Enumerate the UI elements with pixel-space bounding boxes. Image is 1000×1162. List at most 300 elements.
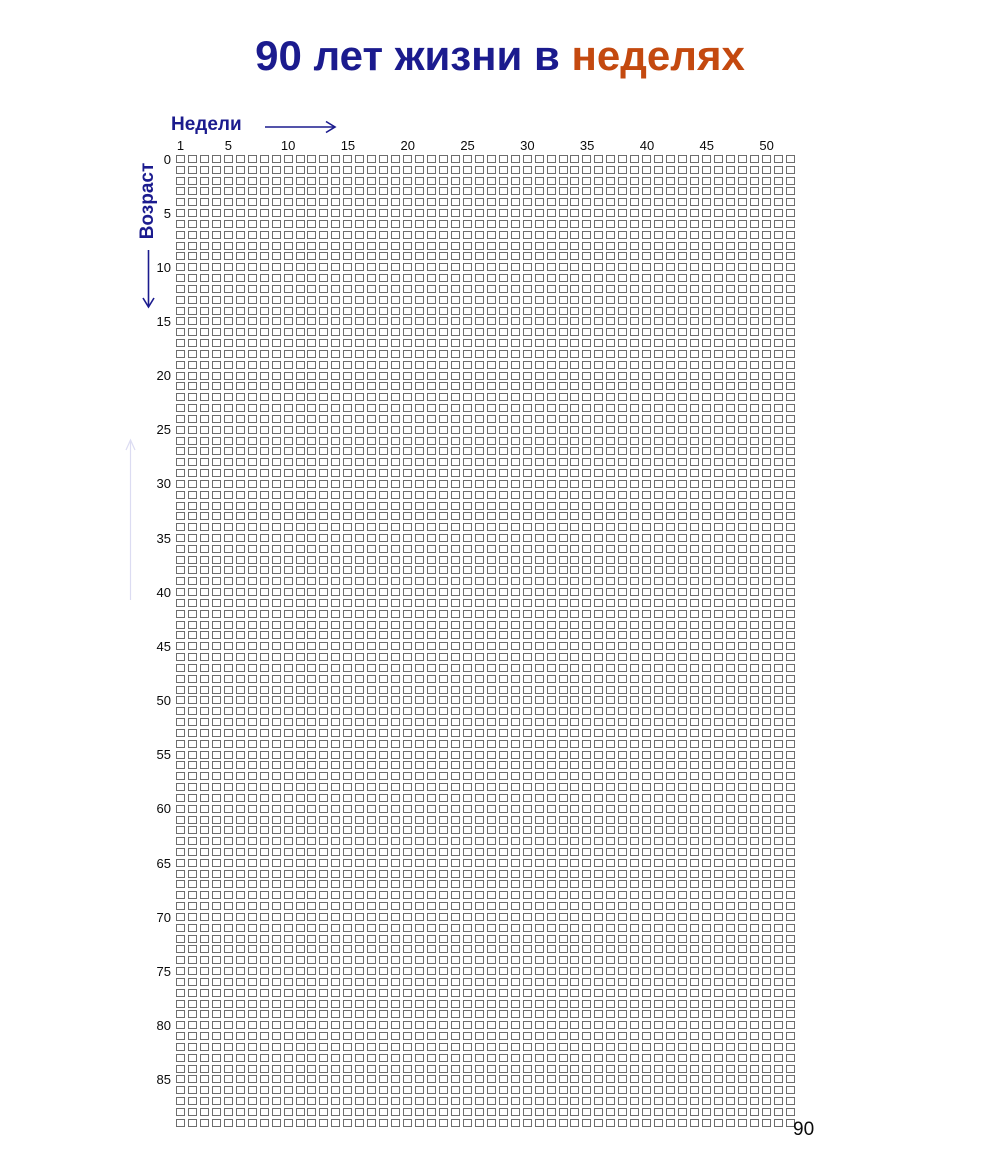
week-cell: [367, 740, 376, 748]
week-cell: [690, 307, 699, 315]
week-cell: [570, 1054, 579, 1062]
week-cell: [260, 913, 269, 921]
week-cell: [547, 1065, 556, 1073]
week-cell: [403, 859, 412, 867]
week-cell: [570, 740, 579, 748]
week-cell: [284, 837, 293, 845]
week-cell: [331, 274, 340, 282]
week-cell: [307, 361, 316, 369]
week-cell: [738, 989, 747, 997]
week-cell: [403, 242, 412, 250]
week-cell: [224, 1032, 233, 1040]
week-cell: [355, 458, 364, 466]
week-cell: [284, 523, 293, 531]
week-cell: [355, 166, 364, 174]
week-cell: [594, 1119, 603, 1127]
week-cell: [726, 198, 735, 206]
week-cell: [272, 469, 281, 477]
week-cell: [248, 415, 257, 423]
week-cell: [523, 231, 532, 239]
week-cell: [726, 502, 735, 510]
week-cell: [714, 393, 723, 401]
week-cell: [248, 512, 257, 520]
week-cell: [284, 1021, 293, 1029]
week-cell: [499, 426, 508, 434]
week-cell: [738, 816, 747, 824]
week-cell: [307, 729, 316, 737]
week-cell: [559, 978, 568, 986]
week-cell: [451, 317, 460, 325]
week-cell: [559, 317, 568, 325]
week-cell: [260, 339, 269, 347]
week-cell: [475, 1086, 484, 1094]
week-cell: [176, 523, 185, 531]
week-cell: [750, 664, 759, 672]
week-cell: [355, 209, 364, 217]
week-cell: [702, 382, 711, 390]
week-cell: [415, 458, 424, 466]
week-cell: [738, 642, 747, 650]
week-cell: [260, 1086, 269, 1094]
week-cell: [678, 317, 687, 325]
week-cell: [331, 415, 340, 423]
week-cell: [212, 404, 221, 412]
week-cell: [774, 426, 783, 434]
week-cell: [355, 751, 364, 759]
week-cell: [702, 437, 711, 445]
week-cell: [331, 740, 340, 748]
week-cell: [248, 1054, 257, 1062]
week-cell: [726, 610, 735, 618]
week-cell: [618, 826, 627, 834]
week-cell: [355, 361, 364, 369]
week-cell: [642, 718, 651, 726]
week-cell: [355, 675, 364, 683]
week-cell: [463, 935, 472, 943]
week-cell: [702, 740, 711, 748]
week-cell: [391, 274, 400, 282]
week-cell: [379, 523, 388, 531]
week-cell: [547, 220, 556, 228]
week-cell: [307, 696, 316, 704]
week-cell: [570, 404, 579, 412]
week-cell: [224, 631, 233, 639]
age-axis-label: Возраст: [137, 162, 158, 240]
week-cell: [296, 1054, 305, 1062]
week-cell: [439, 621, 448, 629]
week-cell: [535, 772, 544, 780]
week-cell: [511, 307, 520, 315]
week-cell: [427, 263, 436, 271]
week-cell: [702, 231, 711, 239]
week-cell: [786, 805, 795, 813]
week-cell: [738, 263, 747, 271]
week-cell: [319, 512, 328, 520]
week-cell: [355, 848, 364, 856]
week-cell: [343, 740, 352, 748]
week-cell: [570, 382, 579, 390]
week-cell: [523, 220, 532, 228]
week-cell: [702, 707, 711, 715]
week-cell: [702, 653, 711, 661]
week-cell: [224, 610, 233, 618]
week-cell: [427, 610, 436, 618]
week-cell: [690, 350, 699, 358]
week-cell: [726, 870, 735, 878]
week-cell: [511, 1119, 520, 1127]
week-cell: [367, 285, 376, 293]
week-cell: [236, 274, 245, 282]
week-cell: [594, 880, 603, 888]
week-cell: [427, 415, 436, 423]
week-cell: [499, 761, 508, 769]
week-cell: [451, 1097, 460, 1105]
week-cell: [559, 599, 568, 607]
week-cell: [343, 1119, 352, 1127]
week-cell: [762, 1043, 771, 1051]
week-cell: [570, 556, 579, 564]
week-cell: [666, 772, 675, 780]
week-cell: [212, 1108, 221, 1116]
week-cell: [296, 296, 305, 304]
week-cell: [499, 859, 508, 867]
week-cell: [726, 566, 735, 574]
week-cell: [511, 350, 520, 358]
week-cell: [248, 350, 257, 358]
week-cell: [582, 967, 591, 975]
week-cell: [523, 1097, 532, 1105]
week-cell: [559, 1065, 568, 1073]
week-cell: [523, 610, 532, 618]
week-cell: [319, 1119, 328, 1127]
week-cell: [224, 469, 233, 477]
week-cell: [343, 913, 352, 921]
week-cell: [343, 967, 352, 975]
week-cell: [367, 274, 376, 282]
week-cell: [582, 577, 591, 585]
week-cell: [379, 187, 388, 195]
week-cell: [630, 415, 639, 423]
week-cell: [296, 566, 305, 574]
week-cell: [379, 198, 388, 206]
week-cell: [391, 805, 400, 813]
week-cell: [690, 480, 699, 488]
week-cell: [762, 393, 771, 401]
week-cell: [212, 848, 221, 856]
week-cell: [702, 534, 711, 542]
week-cell: [439, 307, 448, 315]
week-cell: [451, 393, 460, 401]
week-cell: [714, 924, 723, 932]
week-cell: [331, 339, 340, 347]
week-cell: [367, 1065, 376, 1073]
week-cell: [547, 902, 556, 910]
week-cell: [200, 1000, 209, 1008]
week-cell: [355, 989, 364, 997]
week-cell: [367, 577, 376, 585]
week-cell: [427, 177, 436, 185]
week-cell: [379, 686, 388, 694]
week-cell: [343, 339, 352, 347]
week-cell: [200, 415, 209, 423]
week-cell: [714, 967, 723, 975]
week-cell: [403, 469, 412, 477]
week-cell: [451, 447, 460, 455]
week-cell: [750, 437, 759, 445]
week-cell: [307, 718, 316, 726]
week-cell: [427, 783, 436, 791]
week-cell: [487, 242, 496, 250]
week-cell: [236, 913, 245, 921]
week-cell: [690, 556, 699, 564]
week-cell: [355, 707, 364, 715]
week-cell: [618, 1054, 627, 1062]
week-cell: [750, 794, 759, 802]
week-cell: [570, 1032, 579, 1040]
week-cell: [511, 675, 520, 683]
week-cell: [702, 198, 711, 206]
week-cell: [762, 880, 771, 888]
week-cell: [176, 913, 185, 921]
week-cell: [284, 870, 293, 878]
week-cell: [582, 177, 591, 185]
week-cell: [559, 621, 568, 629]
week-cell: [630, 177, 639, 185]
week-cell: [188, 1119, 197, 1127]
week-cell: [606, 1021, 615, 1029]
week-cell: [260, 935, 269, 943]
week-cell: [188, 1075, 197, 1083]
week-cell: [762, 729, 771, 737]
week-cell: [523, 848, 532, 856]
week-cell: [296, 328, 305, 336]
week-cell: [260, 686, 269, 694]
week-cell: [296, 891, 305, 899]
week-cell: [762, 740, 771, 748]
week-cell: [690, 242, 699, 250]
week-cell: [523, 1010, 532, 1018]
week-cell: [774, 621, 783, 629]
week-cell: [224, 415, 233, 423]
week-cell: [176, 740, 185, 748]
week-cell: [439, 848, 448, 856]
week-cell: [284, 469, 293, 477]
week-cell: [762, 480, 771, 488]
week-cell: [511, 610, 520, 618]
week-cell: [499, 664, 508, 672]
week-cell: [654, 556, 663, 564]
week-cell: [212, 480, 221, 488]
week-cell: [415, 177, 424, 185]
week-cell: [499, 155, 508, 163]
week-cell: [582, 187, 591, 195]
week-cell: [786, 880, 795, 888]
week-cell: [284, 1032, 293, 1040]
week-cell: [774, 404, 783, 412]
week-cell: [236, 870, 245, 878]
week-cell: [678, 177, 687, 185]
week-cell: [511, 404, 520, 412]
week-cell: [319, 274, 328, 282]
week-cell: [355, 902, 364, 910]
week-cell: [319, 880, 328, 888]
week-cell: [678, 534, 687, 542]
week-cell: [666, 718, 675, 726]
week-cell: [535, 696, 544, 704]
week-cell: [535, 502, 544, 510]
week-cell: [547, 1010, 556, 1018]
week-cell: [463, 393, 472, 401]
week-cell: [726, 393, 735, 401]
week-cell: [702, 859, 711, 867]
week-cell: [463, 198, 472, 206]
week-cell: [367, 166, 376, 174]
week-cell: [427, 361, 436, 369]
week-cell: [535, 1054, 544, 1062]
week-cell: [248, 718, 257, 726]
week-cell: [511, 631, 520, 639]
week-cell: [678, 653, 687, 661]
week-cell: [774, 772, 783, 780]
week-cell: [272, 339, 281, 347]
week-cell: [224, 404, 233, 412]
week-cell: [523, 891, 532, 899]
week-cell: [427, 902, 436, 910]
week-cell: [224, 220, 233, 228]
week-cell: [762, 307, 771, 315]
week-cell: [750, 956, 759, 964]
week-cell: [654, 350, 663, 358]
week-cell: [248, 1010, 257, 1018]
week-cell: [774, 209, 783, 217]
week-cell: [487, 859, 496, 867]
week-cell: [606, 1010, 615, 1018]
week-cell: [427, 512, 436, 520]
week-cell: [284, 426, 293, 434]
week-cell: [702, 296, 711, 304]
week-cell: [403, 837, 412, 845]
week-cell: [367, 566, 376, 574]
week-cell: [786, 426, 795, 434]
week-cell: [224, 696, 233, 704]
week-cell: [367, 458, 376, 466]
week-cell: [630, 220, 639, 228]
week-cell: [523, 242, 532, 250]
week-cell: [200, 653, 209, 661]
week-cell: [535, 566, 544, 574]
week-cell: [666, 902, 675, 910]
week-cell: [762, 577, 771, 585]
week-cell: [559, 653, 568, 661]
x-tick-label: 15: [340, 138, 356, 153]
week-cell: [702, 242, 711, 250]
week-cell: [224, 339, 233, 347]
week-cell: [738, 231, 747, 239]
week-cell: [774, 296, 783, 304]
week-cell: [786, 1108, 795, 1116]
week-cell: [535, 458, 544, 466]
week-cell: [379, 317, 388, 325]
week-cell: [570, 566, 579, 574]
week-cell: [260, 945, 269, 953]
week-cell: [606, 599, 615, 607]
week-cell: [379, 556, 388, 564]
week-cell: [176, 675, 185, 683]
week-cell: [331, 848, 340, 856]
week-cell: [606, 296, 615, 304]
week-cell: [176, 534, 185, 542]
week-cell: [726, 935, 735, 943]
week-cell: [487, 545, 496, 553]
week-cell: [176, 924, 185, 932]
week-cell: [774, 523, 783, 531]
week-cell: [427, 816, 436, 824]
week-cell: [439, 437, 448, 445]
week-cell: [594, 816, 603, 824]
week-cell: [511, 870, 520, 878]
week-cell: [702, 404, 711, 412]
week-cell: [511, 956, 520, 964]
week-cell: [666, 837, 675, 845]
week-cell: [606, 664, 615, 672]
week-cell: [296, 880, 305, 888]
week-cell: [248, 826, 257, 834]
week-cell: [630, 491, 639, 499]
week-cell: [272, 1086, 281, 1094]
week-cell: [176, 718, 185, 726]
week-cell: [415, 317, 424, 325]
week-cell: [594, 545, 603, 553]
week-cell: [355, 415, 364, 423]
week-cell: [618, 761, 627, 769]
week-cell: [559, 545, 568, 553]
week-cell: [594, 826, 603, 834]
week-cell: [367, 209, 376, 217]
week-cell: [188, 393, 197, 401]
week-cell: [248, 1097, 257, 1105]
week-cell: [176, 1032, 185, 1040]
week-cell: [570, 447, 579, 455]
week-cell: [367, 1021, 376, 1029]
week-cell: [511, 252, 520, 260]
week-cell: [499, 848, 508, 856]
week-cell: [391, 155, 400, 163]
week-cell: [582, 512, 591, 520]
week-cell: [475, 913, 484, 921]
week-cell: [630, 252, 639, 260]
week-cell: [559, 187, 568, 195]
week-cell: [618, 870, 627, 878]
week-cell: [666, 274, 675, 282]
week-cell: [248, 534, 257, 542]
week-cell: [786, 502, 795, 510]
week-cell: [391, 512, 400, 520]
week-cell: [547, 1086, 556, 1094]
week-cell: [642, 967, 651, 975]
week-cell: [786, 989, 795, 997]
week-cell: [200, 437, 209, 445]
week-cell: [774, 502, 783, 510]
week-cell: [630, 751, 639, 759]
week-cell: [535, 718, 544, 726]
week-cell: [582, 1032, 591, 1040]
week-cell: [212, 523, 221, 531]
week-cell: [415, 675, 424, 683]
week-cell: [367, 242, 376, 250]
week-cell: [750, 350, 759, 358]
week-cell: [475, 816, 484, 824]
week-cell: [499, 502, 508, 510]
